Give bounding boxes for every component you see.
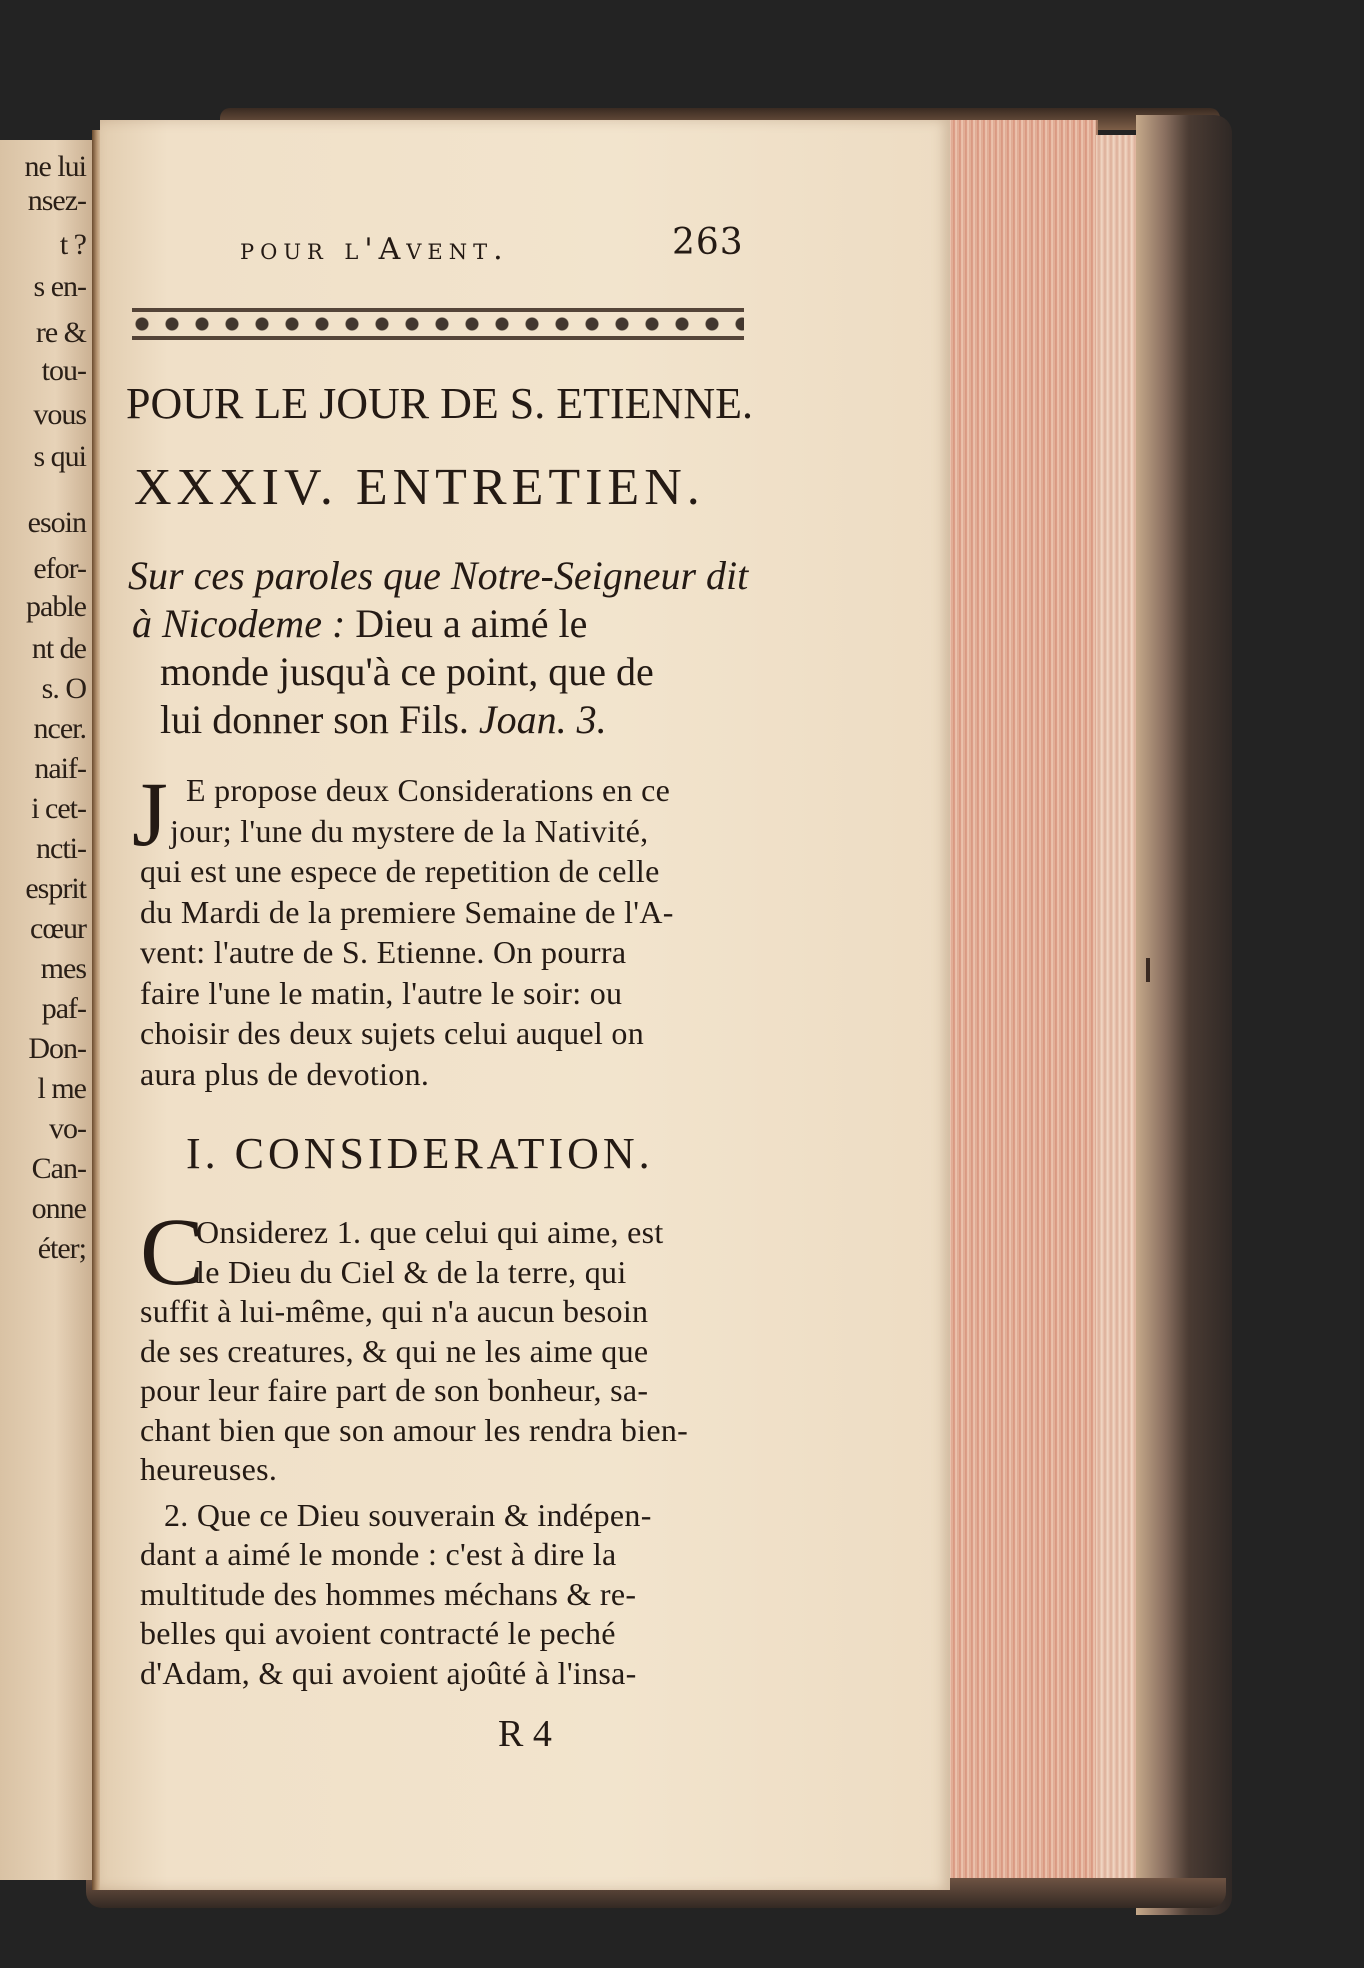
left-page-fragment bbox=[0, 140, 95, 1880]
left-page-line: l me bbox=[37, 1072, 86, 1105]
left-page-line: mes bbox=[40, 952, 86, 985]
section-title: I. CONSIDERATION. bbox=[186, 1129, 654, 1178]
running-title: pour l'Avent. bbox=[240, 232, 509, 267]
consideration-line: multitude des hommes méchans & re- bbox=[140, 1575, 637, 1612]
book-cover-edge bbox=[1136, 115, 1232, 1915]
intro-line: qui est une espece de repetition de celle bbox=[140, 853, 660, 889]
intro-line: faire l'une le matin, l'autre le soir: ou bbox=[140, 974, 623, 1011]
page-fore-edge bbox=[946, 120, 1098, 1900]
edge-mark bbox=[1146, 958, 1150, 982]
left-page-line: esoin bbox=[27, 506, 86, 539]
consideration-line: le Dieu du Ciel & de la terre, qui bbox=[196, 1253, 627, 1290]
subtitle-line-1 bbox=[128, 552, 748, 599]
left-page-line: pable bbox=[26, 590, 86, 623]
consideration-dropcap: C bbox=[140, 1198, 205, 1305]
consideration-line: suffit à lui-même, qui n'a aucun besoin bbox=[140, 1293, 649, 1329]
consideration-line: de ses creatures, & qui ne les aime que bbox=[140, 1332, 649, 1369]
subtitle-line-3: monde jusqu'à ce point, que de bbox=[160, 649, 654, 694]
left-page-line: Can- bbox=[31, 1152, 86, 1185]
left-page-line: Don- bbox=[28, 1032, 86, 1065]
consideration-line: chant bien que son amour les rendra bien- bbox=[140, 1411, 689, 1448]
left-page-line: re & bbox=[35, 316, 86, 349]
left-page-line: paf- bbox=[41, 992, 86, 1025]
left-page-line: efor- bbox=[33, 552, 86, 585]
subtitle-line-2 bbox=[132, 600, 587, 647]
consideration-line: belles qui avoient contracté le peché bbox=[140, 1615, 616, 1651]
consideration-line: Onsiderez 1. que celui qui aime, est bbox=[196, 1214, 664, 1250]
subtitle-italic-4: Joan. 3. bbox=[478, 697, 607, 742]
consideration-line: dant a aimé le monde : c'est à dire la bbox=[140, 1536, 617, 1572]
intro-line: choisir des deux sujets celui auquel on bbox=[140, 1015, 645, 1051]
left-page-line: t ? bbox=[59, 228, 86, 261]
intro-line: du Mardi de la premiere Semaine de l'A- bbox=[140, 893, 674, 930]
intro-line: aura plus de devotion. bbox=[140, 1055, 430, 1092]
left-page-line: ncer. bbox=[33, 712, 86, 745]
subtitle-italic-1: Sur ces paroles que Notre-Seigneur dit bbox=[128, 553, 749, 598]
left-page-line: nt de bbox=[31, 632, 86, 665]
subtitle-italic-2: à Nicodeme : bbox=[132, 601, 346, 646]
left-page-line: ne lui bbox=[24, 150, 86, 183]
intro-line: vent: l'autre de S. Etienne. On pourra bbox=[140, 934, 627, 970]
consideration-line: 2. Que ce Dieu souverain & indépen- bbox=[164, 1496, 652, 1533]
ornament-band bbox=[132, 300, 744, 348]
signature-mark: R 4 bbox=[498, 1713, 552, 1755]
left-page-line: vo- bbox=[49, 1112, 86, 1145]
consideration-line: pour leur faire part de son bonheur, sa- bbox=[140, 1372, 649, 1408]
page-number: 263 bbox=[672, 222, 744, 263]
left-page-line: s. O bbox=[41, 672, 86, 705]
heading-line-2: XXXIV. ENTRETIEN. bbox=[134, 459, 705, 516]
subtitle-line-4 bbox=[160, 696, 607, 743]
left-page-line: ncti- bbox=[36, 832, 86, 865]
subtitle-text-2: Dieu a aimé le bbox=[345, 601, 588, 646]
intro-line: E propose deux Considerations en ce bbox=[186, 772, 671, 808]
left-page-line: s en- bbox=[33, 270, 86, 303]
consideration-line: heureuses. bbox=[140, 1451, 278, 1487]
left-page-line: naif- bbox=[34, 752, 86, 785]
left-page-line: i cet- bbox=[31, 792, 86, 825]
left-page-line: vous bbox=[33, 398, 86, 431]
left-page-line: tou- bbox=[41, 354, 86, 387]
intro-dropcap: J bbox=[132, 763, 168, 865]
left-page-line: nsez- bbox=[27, 184, 86, 217]
left-page-line: éter; bbox=[37, 1232, 86, 1265]
left-page-line: s qui bbox=[33, 440, 86, 473]
subtitle-text-4: lui donner son Fils. bbox=[160, 697, 479, 742]
heading-line-1: POUR LE JOUR DE S. ETIENNE. bbox=[126, 379, 753, 428]
intro-line: jour; l'une du mystere de la Nativité, bbox=[170, 812, 649, 849]
consideration-line: d'Adam, & qui avoient ajoûté à l'insa- bbox=[140, 1654, 637, 1691]
left-page-line: cœur bbox=[30, 912, 86, 945]
left-page-line: onne bbox=[31, 1192, 86, 1225]
page-fore-edge-inner bbox=[1096, 135, 1136, 1895]
left-page-line: esprit bbox=[25, 872, 86, 905]
